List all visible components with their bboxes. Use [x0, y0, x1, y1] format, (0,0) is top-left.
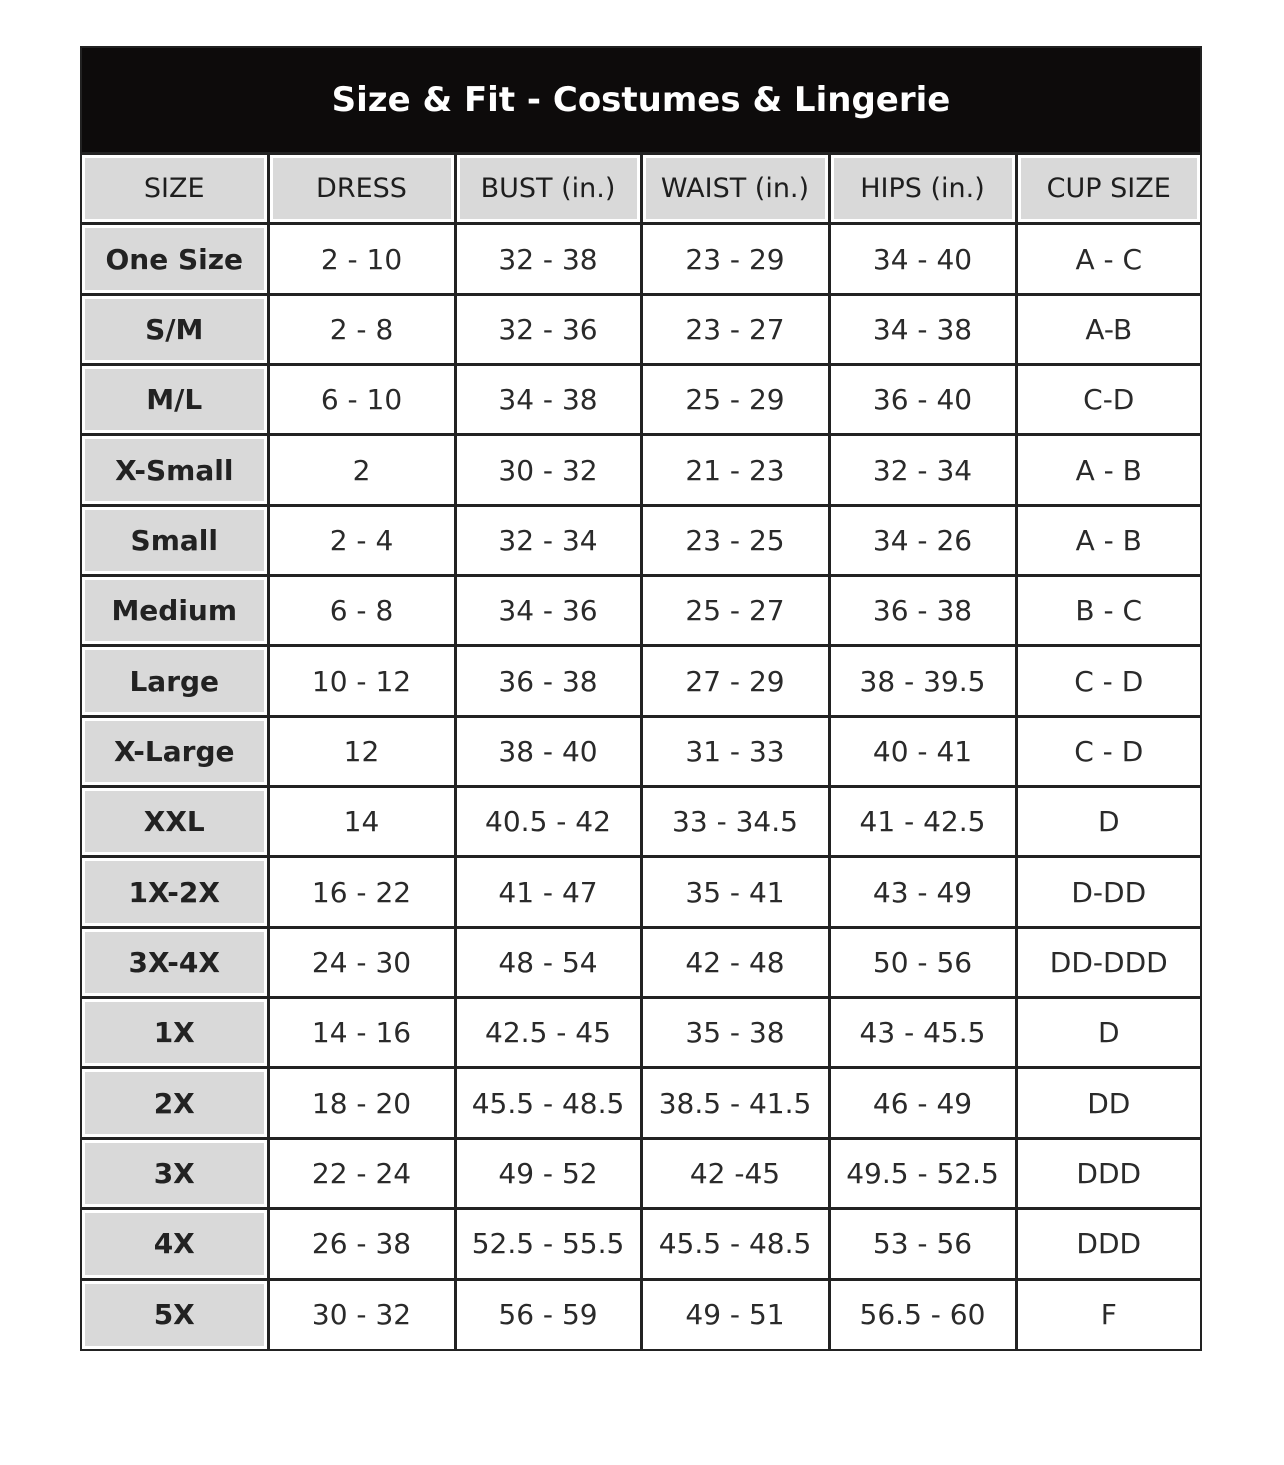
size-cell: 3X-4X [82, 927, 268, 997]
table-row [82, 998, 1200, 1068]
header-row [82, 154, 1200, 224]
table-body [82, 224, 1200, 1350]
column-header-size: SIZE [82, 154, 268, 224]
bust-cell: 49 - 52 [455, 1138, 641, 1208]
hips-cell: 41 - 42.5 [829, 787, 1016, 857]
dress-cell: 16 - 22 [268, 857, 455, 927]
waist-cell: 23 - 29 [641, 224, 829, 294]
cup-size-cell: A - B [1016, 435, 1200, 505]
waist-cell: 23 - 25 [641, 505, 829, 575]
dress-cell: 14 [268, 787, 455, 857]
column-header-bust: BUST (in.) [455, 154, 641, 224]
table-row [82, 927, 1200, 997]
dress-cell: 24 - 30 [268, 927, 455, 997]
bust-cell: 32 - 36 [455, 294, 641, 364]
dress-cell: 6 - 10 [268, 365, 455, 435]
waist-cell: 45.5 - 48.5 [641, 1209, 829, 1279]
size-cell: 4X [82, 1209, 268, 1279]
size-cell: X-Small [82, 435, 268, 505]
table-row [82, 857, 1200, 927]
cup-size-cell: D [1016, 787, 1200, 857]
hips-cell: 36 - 38 [829, 576, 1016, 646]
waist-cell: 25 - 27 [641, 576, 829, 646]
size-cell: Large [82, 646, 268, 716]
table-row [82, 1138, 1200, 1208]
bust-cell: 32 - 38 [455, 224, 641, 294]
table-row [82, 294, 1200, 364]
cup-size-cell: DD [1016, 1068, 1200, 1138]
bust-cell: 32 - 34 [455, 505, 641, 575]
hips-cell: 43 - 45.5 [829, 998, 1016, 1068]
dress-cell: 22 - 24 [268, 1138, 455, 1208]
hips-cell: 34 - 40 [829, 224, 1016, 294]
chart-title: Size & Fit - Costumes & Lingerie [82, 48, 1200, 152]
size-cell: M/L [82, 365, 268, 435]
size-cell: 5X [82, 1279, 268, 1349]
size-cell: 3X [82, 1138, 268, 1208]
cup-size-cell: D [1016, 998, 1200, 1068]
dress-cell: 2 - 8 [268, 294, 455, 364]
dress-cell: 10 - 12 [268, 646, 455, 716]
size-cell: 1X [82, 998, 268, 1068]
column-header-cup-size: CUP SIZE [1016, 154, 1200, 224]
bust-cell: 30 - 32 [455, 435, 641, 505]
cup-size-cell: A-B [1016, 294, 1200, 364]
waist-cell: 42 -45 [641, 1138, 829, 1208]
bust-cell: 41 - 47 [455, 857, 641, 927]
bust-cell: 56 - 59 [455, 1279, 641, 1349]
bust-cell: 36 - 38 [455, 646, 641, 716]
table-row [82, 576, 1200, 646]
column-header-dress: DRESS [268, 154, 455, 224]
size-cell: One Size [82, 224, 268, 294]
column-header-hips: HIPS (in.) [829, 154, 1016, 224]
bust-cell: 38 - 40 [455, 716, 641, 786]
waist-cell: 35 - 38 [641, 998, 829, 1068]
size-table [82, 152, 1200, 1349]
size-chart [80, 46, 1202, 1351]
hips-cell: 56.5 - 60 [829, 1279, 1016, 1349]
table-row [82, 224, 1200, 294]
bust-cell: 34 - 38 [455, 365, 641, 435]
size-cell: 1X-2X [82, 857, 268, 927]
dress-cell: 18 - 20 [268, 1068, 455, 1138]
waist-cell: 23 - 27 [641, 294, 829, 364]
dress-cell: 26 - 38 [268, 1209, 455, 1279]
dress-cell: 2 - 4 [268, 505, 455, 575]
hips-cell: 34 - 26 [829, 505, 1016, 575]
waist-cell: 38.5 - 41.5 [641, 1068, 829, 1138]
hips-cell: 40 - 41 [829, 716, 1016, 786]
table-row [82, 716, 1200, 786]
hips-cell: 43 - 49 [829, 857, 1016, 927]
cup-size-cell: C - D [1016, 716, 1200, 786]
cup-size-cell: A - B [1016, 505, 1200, 575]
size-cell: S/M [82, 294, 268, 364]
table-row [82, 1279, 1200, 1349]
waist-cell: 21 - 23 [641, 435, 829, 505]
size-cell: 2X [82, 1068, 268, 1138]
cup-size-cell: A - C [1016, 224, 1200, 294]
table-row [82, 646, 1200, 716]
column-header-waist: WAIST (in.) [641, 154, 829, 224]
table-row [82, 787, 1200, 857]
waist-cell: 49 - 51 [641, 1279, 829, 1349]
dress-cell: 30 - 32 [268, 1279, 455, 1349]
dress-cell: 12 [268, 716, 455, 786]
hips-cell: 53 - 56 [829, 1209, 1016, 1279]
hips-cell: 38 - 39.5 [829, 646, 1016, 716]
table-row [82, 505, 1200, 575]
hips-cell: 34 - 38 [829, 294, 1016, 364]
waist-cell: 31 - 33 [641, 716, 829, 786]
table-row [82, 1209, 1200, 1279]
hips-cell: 50 - 56 [829, 927, 1016, 997]
bust-cell: 40.5 - 42 [455, 787, 641, 857]
waist-cell: 35 - 41 [641, 857, 829, 927]
bust-cell: 48 - 54 [455, 927, 641, 997]
bust-cell: 42.5 - 45 [455, 998, 641, 1068]
dress-cell: 2 - 10 [268, 224, 455, 294]
hips-cell: 36 - 40 [829, 365, 1016, 435]
cup-size-cell: DDD [1016, 1138, 1200, 1208]
size-cell: X-Large [82, 716, 268, 786]
dress-cell: 6 - 8 [268, 576, 455, 646]
hips-cell: 32 - 34 [829, 435, 1016, 505]
bust-cell: 34 - 36 [455, 576, 641, 646]
table-row [82, 365, 1200, 435]
cup-size-cell: F [1016, 1279, 1200, 1349]
cup-size-cell: C - D [1016, 646, 1200, 716]
dress-cell: 14 - 16 [268, 998, 455, 1068]
cup-size-cell: DD-DDD [1016, 927, 1200, 997]
waist-cell: 27 - 29 [641, 646, 829, 716]
dress-cell: 2 [268, 435, 455, 505]
waist-cell: 25 - 29 [641, 365, 829, 435]
waist-cell: 42 - 48 [641, 927, 829, 997]
size-cell: Small [82, 505, 268, 575]
table-row [82, 1068, 1200, 1138]
size-cell: XXL [82, 787, 268, 857]
waist-cell: 33 - 34.5 [641, 787, 829, 857]
cup-size-cell: B - C [1016, 576, 1200, 646]
hips-cell: 49.5 - 52.5 [829, 1138, 1016, 1208]
bust-cell: 45.5 - 48.5 [455, 1068, 641, 1138]
table-row [82, 435, 1200, 505]
hips-cell: 46 - 49 [829, 1068, 1016, 1138]
size-cell: Medium [82, 576, 268, 646]
bust-cell: 52.5 - 55.5 [455, 1209, 641, 1279]
cup-size-cell: C-D [1016, 365, 1200, 435]
cup-size-cell: D-DD [1016, 857, 1200, 927]
cup-size-cell: DDD [1016, 1209, 1200, 1279]
